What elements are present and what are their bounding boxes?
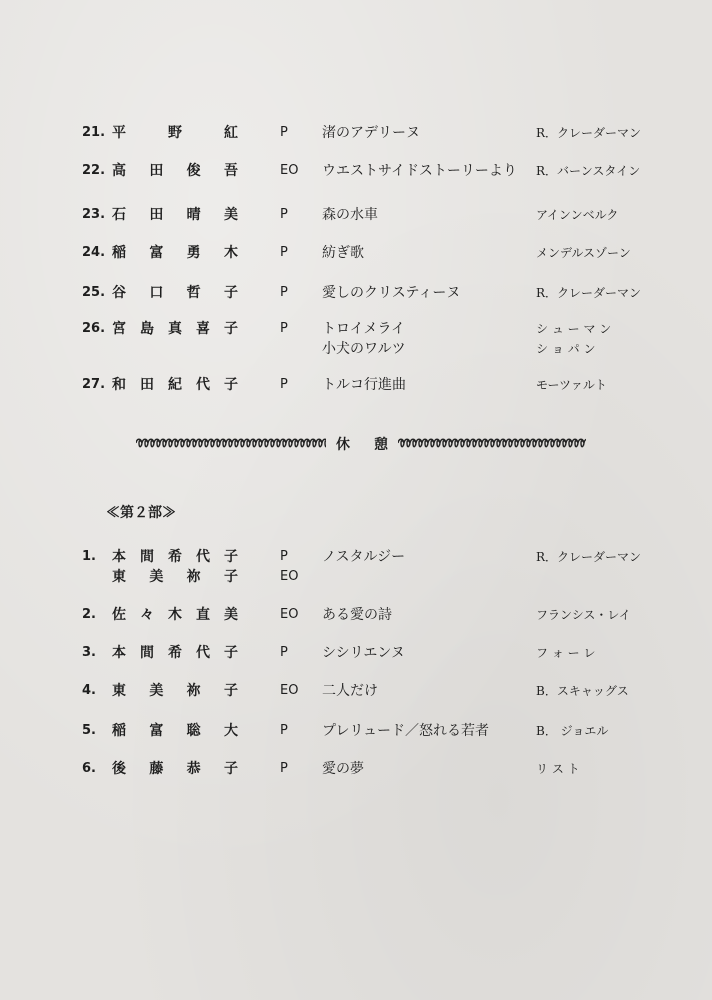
composer: R．クレーダーマン: [536, 126, 642, 140]
composer: シ ュ ー マ ン: [536, 322, 612, 336]
performer-name-char: 間: [140, 645, 154, 661]
piece-title: 愛しのクリスティーヌ: [322, 285, 461, 301]
performer-name: [112, 374, 238, 396]
entry-number: 23.: [82, 207, 106, 222]
instrument: P: [280, 723, 288, 738]
instrument: P: [280, 285, 288, 300]
program-entry: [0, 758, 712, 780]
entry-number: 2.: [82, 607, 96, 622]
performer-name-char: 後: [112, 761, 126, 777]
performer-name: [112, 122, 238, 144]
performer-name-char: 祢: [186, 569, 201, 585]
performer-name-char: 口: [149, 285, 164, 301]
entry-number: 3.: [82, 645, 96, 660]
entry-number: 5.: [82, 723, 96, 738]
performer-name-char: 子: [224, 321, 238, 337]
performer-name-char: 勇: [186, 245, 201, 261]
performer-name-char: 吾: [223, 163, 238, 179]
composer: B． ジョエル: [536, 724, 609, 738]
piece-title: トルコ行進曲: [322, 377, 406, 393]
entry-number: 1.: [82, 549, 96, 564]
composer: フランシス・レイ: [536, 608, 631, 622]
program-entry: [0, 374, 712, 396]
performer-name-char: 島: [140, 321, 154, 337]
entry-number: 27.: [82, 377, 106, 392]
performer-name: [112, 160, 238, 182]
performer-name-char: 木: [168, 607, 182, 623]
performer-name: [112, 642, 238, 664]
performer-name-char: 子: [223, 569, 238, 585]
performer-name-char: 本: [112, 549, 126, 565]
piece-title: トロイメライ: [322, 321, 406, 337]
performer-name-char: 真: [168, 321, 182, 337]
piece-title: 二人だけ: [322, 683, 378, 699]
instrument: P: [280, 645, 288, 660]
performer-name-char: 木: [223, 245, 238, 261]
performer-name-char: 美: [224, 607, 238, 623]
performer-name-char: 子: [224, 377, 238, 393]
program-entry: [0, 642, 712, 664]
performer-name-char: 紀: [168, 377, 182, 393]
performer-name-char: 子: [223, 761, 238, 777]
performer-name-char: 大: [223, 723, 238, 739]
performer-name-char: 希: [168, 645, 182, 661]
performer-name-char: 喜: [196, 321, 210, 337]
instrument: P: [280, 125, 288, 140]
performer-name-char: 々: [140, 607, 154, 623]
program-entry: [0, 160, 712, 182]
performer-name-char: 藤: [149, 761, 164, 777]
piece-title: ある愛の詩: [322, 607, 392, 623]
performer-name: [112, 680, 238, 702]
instrument: P: [280, 549, 288, 564]
composer: リ ス ト: [536, 762, 580, 776]
performer-name-char: 本: [112, 645, 126, 661]
instrument: P: [280, 761, 288, 776]
entry-number: 4.: [82, 683, 96, 698]
performer-name-char: 野: [168, 125, 182, 141]
performer-name: [112, 242, 238, 264]
performer-name-char: 田: [149, 207, 164, 223]
instrument: P: [280, 321, 288, 336]
performer-name-char: 代: [196, 377, 210, 393]
piece-title: 愛の夢: [322, 761, 364, 777]
part-2-heading: ≪第２部≫: [106, 505, 176, 521]
composer: R．クレーダーマン: [536, 286, 642, 300]
instrument: P: [280, 377, 288, 392]
performer-name-char: 紅: [224, 125, 238, 141]
intermission-divider: [136, 434, 586, 456]
program-entry: [0, 546, 712, 568]
instrument: EO: [280, 683, 299, 698]
program-entry: [0, 566, 712, 588]
entry-number: 24.: [82, 245, 106, 260]
program-entry: [0, 122, 712, 144]
entry-number: 6.: [82, 761, 96, 776]
performer-name: [112, 318, 238, 340]
performer-name-char: 稲: [112, 723, 126, 739]
performer-name-char: 田: [149, 163, 164, 179]
composer: フ ォ ー レ: [536, 646, 596, 660]
ornament-left: [136, 438, 326, 448]
instrument: P: [280, 245, 288, 260]
performer-name: [112, 282, 238, 304]
performer-name-char: 稲: [112, 245, 126, 261]
ornament-right: [398, 438, 586, 448]
instrument: P: [280, 207, 288, 222]
instrument: EO: [280, 163, 299, 178]
composer: R．バーンスタイン: [536, 164, 641, 178]
instrument: EO: [280, 569, 299, 584]
entry-number: 25.: [82, 285, 106, 300]
entry-number: 21.: [82, 125, 106, 140]
intermission-char-1: 休: [336, 437, 350, 453]
performer-name-char: 美: [223, 207, 238, 223]
piece-title: ノスタルジー: [322, 549, 406, 565]
entry-number: 26.: [82, 321, 106, 336]
program-entry: [0, 680, 712, 702]
performer-name-char: 代: [196, 645, 210, 661]
performer-name-char: 石: [112, 207, 126, 223]
performer-name-char: 平: [112, 125, 126, 141]
composer: R．クレーダーマン: [536, 550, 642, 564]
performer-name-char: 和: [112, 377, 126, 393]
composer: B．スキャッグス: [536, 684, 629, 698]
performer-name-char: 田: [140, 377, 154, 393]
performer-name: [112, 546, 238, 568]
performer-name-char: 美: [149, 683, 164, 699]
performer-name-char: 代: [196, 549, 210, 565]
program-entry: [0, 282, 712, 304]
performer-name-char: 子: [223, 683, 238, 699]
program-entry: [0, 338, 712, 360]
program-entry: [0, 720, 712, 742]
performer-name-char: 富: [149, 723, 164, 739]
performer-name: [112, 604, 238, 626]
performer-name-char: 聡: [186, 723, 201, 739]
piece-title: 渚のアデリーヌ: [322, 125, 420, 141]
performer-name-char: 恭: [186, 761, 201, 777]
performer-name-char: 希: [168, 549, 182, 565]
performer-name-char: 間: [140, 549, 154, 565]
performer-name-char: 晴: [186, 207, 201, 223]
program-entry: [0, 604, 712, 626]
performer-name-char: 俊: [186, 163, 201, 179]
program-entry: [0, 242, 712, 264]
performer-name: [112, 720, 238, 742]
composer: モーツァルト: [536, 378, 607, 392]
performer-name-char: 直: [196, 607, 210, 623]
performer-name-char: 宮: [112, 321, 126, 337]
performer-name-char: 子: [224, 549, 238, 565]
piece-title: 森の水車: [322, 207, 378, 223]
performer-name-char: 谷: [112, 285, 126, 301]
performer-name-char: 美: [149, 569, 164, 585]
performer-name-char: 子: [223, 285, 238, 301]
piece-title: プレリュード／怒れる若者: [322, 723, 490, 739]
instrument: EO: [280, 607, 299, 622]
piece-title: 小犬のワルツ: [322, 341, 406, 357]
performer-name-char: 祢: [186, 683, 201, 699]
piece-title: ウエストサイドストーリーより: [322, 163, 517, 179]
piece-title: 紡ぎ歌: [322, 245, 364, 261]
program-entry: [0, 204, 712, 226]
performer-name-char: 富: [149, 245, 164, 261]
performer-name-char: 東: [112, 569, 126, 585]
performer-name-char: 佐: [112, 607, 126, 623]
program-entry: [0, 318, 712, 340]
performer-name-char: 哲: [186, 285, 201, 301]
composer: アインンベルク: [536, 208, 619, 222]
performer-name-char: 高: [112, 163, 126, 179]
composer: シ ョ パ ン: [536, 342, 596, 356]
performer-name-char: 東: [112, 683, 126, 699]
piece-title: シシリエンヌ: [322, 645, 405, 661]
intermission-char-2: 憩: [374, 437, 388, 453]
composer: メンデルスゾーン: [536, 246, 631, 260]
performer-name: [112, 758, 238, 780]
entry-number: 22.: [82, 163, 106, 178]
performer-name: [112, 566, 238, 588]
performer-name: [112, 204, 238, 226]
performer-name-char: 子: [224, 645, 238, 661]
